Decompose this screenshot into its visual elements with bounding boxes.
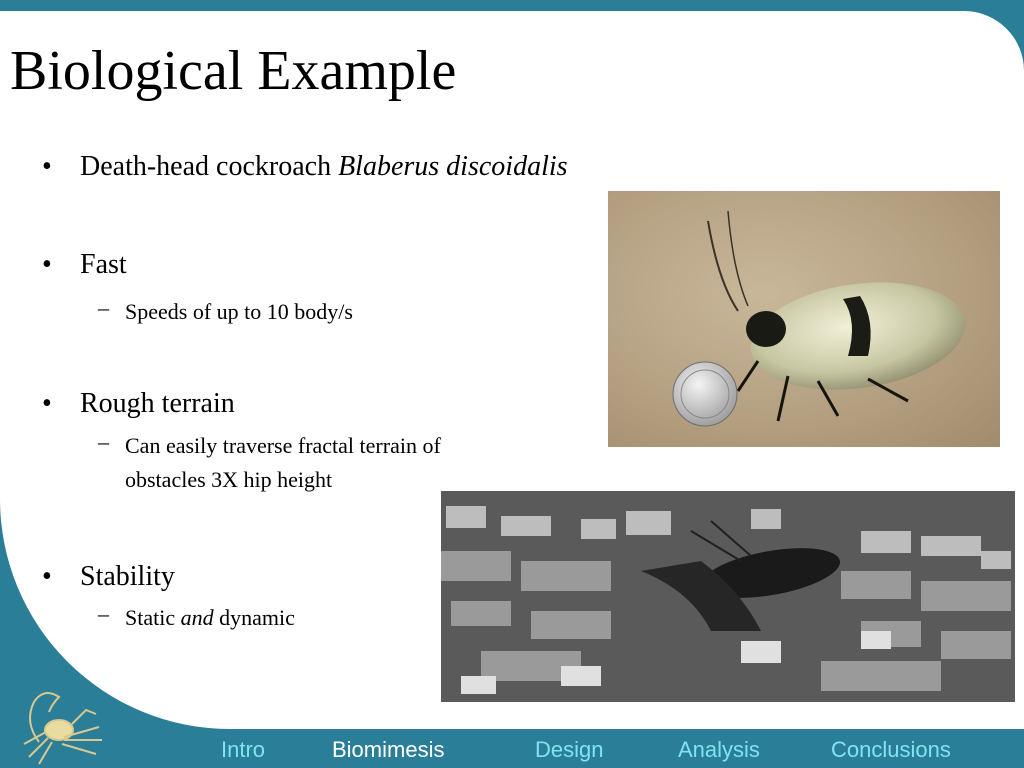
sub-line-2: obstacles 3X hip height: [125, 467, 333, 492]
bullet-dot: •: [42, 249, 52, 280]
nav-item-biomimesis[interactable]: Biomimesis: [332, 737, 445, 762]
sub-dash: –: [98, 601, 109, 626]
sub-text: [125, 429, 441, 497]
cockroach-photo-art: [608, 191, 1000, 447]
bullet-text: Stability: [80, 561, 175, 592]
nav-item-conclusions[interactable]: Conclusions: [831, 737, 951, 762]
bullet-text: Rough terrain: [80, 388, 235, 419]
sub-italic: and: [180, 605, 214, 630]
bullet-text: Fast: [80, 249, 127, 280]
sub-line-1: Can easily traverse fractal terrain of: [125, 433, 441, 458]
terrain-photo: [441, 491, 1015, 702]
bullet-prefix: Death-head cockroach: [80, 151, 339, 182]
sub-text: Speeds of up to 10 body/s: [125, 299, 353, 324]
sub-dash: –: [98, 429, 109, 454]
bullet-dot: •: [42, 561, 52, 592]
bullet-dot: •: [42, 388, 52, 419]
cockroach-photo: [608, 191, 1000, 447]
sub-dash: –: [98, 295, 109, 320]
nav-item-design[interactable]: Design: [535, 737, 604, 762]
nav-item-intro[interactable]: Intro: [221, 737, 266, 762]
slide-title: Biological Example: [10, 40, 457, 102]
species-name: Blaberus discoidalis: [338, 151, 568, 182]
navigation-bar: [0, 730, 1024, 768]
sub-text: [125, 601, 295, 635]
bullet-text: [80, 151, 568, 183]
bullet-dot: •: [42, 151, 52, 182]
nav-item-analysis[interactable]: Analysis: [678, 737, 760, 762]
terrain-photo-art: [441, 491, 1015, 702]
sub-prefix: Static: [125, 605, 181, 630]
sub-suffix: dynamic: [213, 605, 295, 630]
